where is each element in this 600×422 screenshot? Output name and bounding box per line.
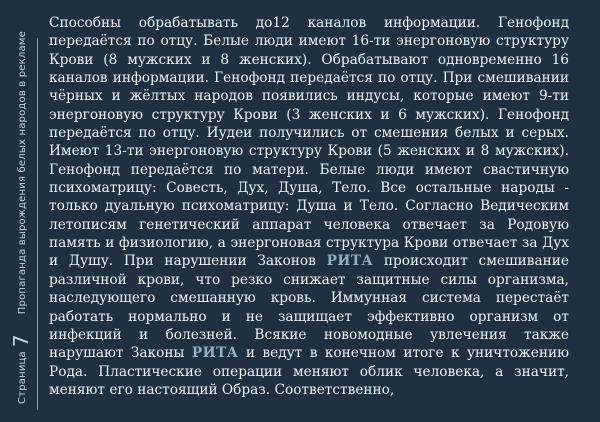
body-text <box>49 14 569 399</box>
page-number: 7 <box>9 334 33 348</box>
body-text-part-3: и ведут в конечном итоге к уничтожению Рода. Пластические операции меняют облик человека, а значит, меняют его настоящий Образ. Соответственно, <box>49 345 569 398</box>
body-text-part-2: происходит смешивание различной крови, что резко снижает защитные силы организма, наследующего смешанную кровь. Иммунная система перестаёт работать нормально и не защищает эффективно организм от инфекций и болезней. Всякие новомодные увлечения также нарушают Законы <box>49 253 569 362</box>
page-label: Страница <box>17 351 28 404</box>
document-title: Пропаганда вырождения белых народов в рекламе <box>17 31 28 315</box>
sidebar-divider <box>37 38 38 410</box>
rita-highlight: РИТА <box>191 345 239 362</box>
rita-highlight: РИТА <box>326 253 374 270</box>
page-sidebar <box>0 0 38 422</box>
body-paragraph <box>49 14 569 399</box>
sidebar-caption <box>6 31 33 404</box>
body-text-part-1: Способны обрабатывать до12 каналов информации. Генофонд передаётся по отцу. Белые люди имеют 16-ти энергоновую структуру Крови (8 мужских и 8 женских). Обрабатывают одновременно 16 каналов информации. Генофонд передаётся по отцу. При смешивании чёрных и жёлтых народов появились индусы, которые имеют 9-ти энергоновую структуру Крови (3 женских и 6 мужских). Генофонд передаётся по отцу. Иудеи получились от смешения белых и серых. Имеют 13-ти энергоновую структуру Крови (5 женских и 8 мужских). Генофонд передаётся по матери. Белые люди имеют свастичную психоматрицу: Совесть, Дух, Душа, Тело. Все остальные народы - только дуальную психоматрицу: Душа и Тело. Согласно Ведическим летописям генетический аппарат человека отвечает за Родовую память и физиологию, а энергоновая структура Крови отвечает за Дух и Душу. При нарушении Законов <box>49 15 569 270</box>
